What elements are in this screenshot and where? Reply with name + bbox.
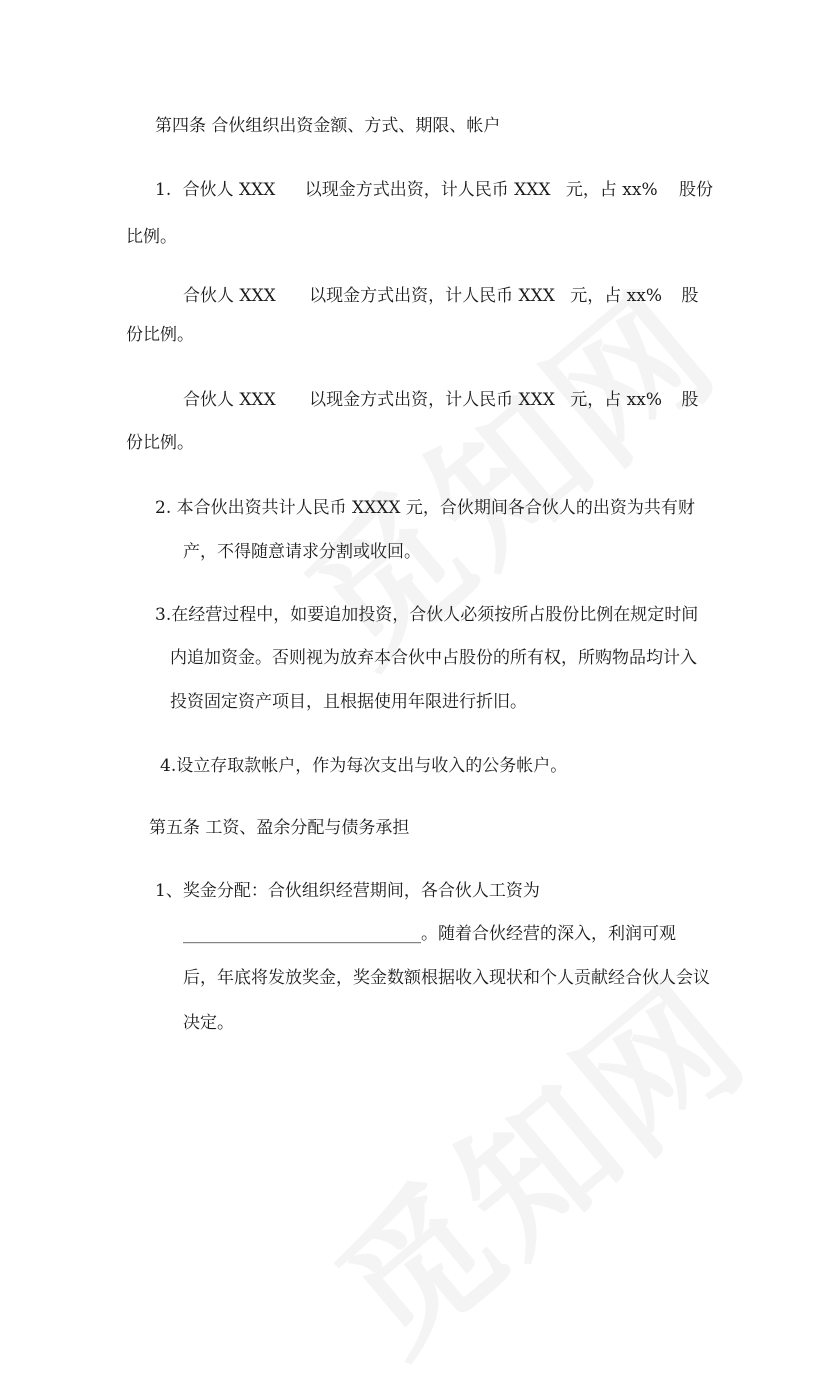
article-4-heading: 第四条 合伙组织出资金额、方式、期限、帐户 — [155, 116, 501, 136]
item-number: 1. — [155, 180, 172, 200]
partner-3-line-2: 份比例。 — [126, 433, 194, 453]
partner-name: 合伙人 XXX — [182, 180, 276, 200]
article-5-item-1-line-1: 1、奖金分配：合伙组织经营期间，各合伙人工资为 — [155, 881, 540, 901]
article-5-item-1-line-3: 后，年底将发放奖金，奖金数额根据收入现状和个人贡献经合伙人会议 — [183, 968, 710, 988]
share-text: 元，占 xx% — [570, 286, 662, 306]
article-4-item-2-line-2: 产，不得随意请求分割或收回。 — [183, 542, 421, 562]
share-word: 股 — [681, 390, 699, 410]
partner-name: 合伙人 XXX — [183, 286, 276, 306]
share-text: 元，占 xx% — [570, 390, 662, 410]
salary-blank: ____________________________ — [183, 924, 421, 944]
article-4-item-3-line-3: 投资固定资产项目，且根据使用年限进行折旧。 — [170, 692, 527, 712]
partner-2-line-2: 份比例。 — [126, 325, 194, 345]
article-4-item-3-line-2: 内追加资金。否则视为放弃本合伙中占股份的所有权，所购物品均计入 — [170, 648, 697, 668]
contribution-text: 以现金方式出资，计人民币 XXX — [309, 286, 555, 306]
article-4-item-3-line-1: 3.在经营过程中，如要追加投资，合伙人必须按所占股份比例在规定时间 — [155, 605, 699, 625]
partner-3-line-1 — [183, 388, 698, 412]
article-4-item-2-line-1: 2. 本合伙出资共计人民币 XXXX 元，合伙期间各合伙人的出资为共有财 — [155, 498, 695, 518]
share-word: 股份 — [679, 180, 714, 200]
contribution-text: 以现金方式出资，计人民币 XXX — [304, 180, 551, 200]
article-4-item-1-line-1 — [155, 178, 713, 202]
article-5-item-1-line-4: 决定。 — [183, 1013, 234, 1033]
watermark — [285, 925, 782, 1391]
contribution-text: 以现金方式出资，计人民币 XXX — [309, 390, 555, 410]
article-5-item-1-line-2 — [183, 922, 676, 946]
article-4-item-1-line-2: 比例。 — [126, 227, 177, 247]
article-4-item-4: 4.设立存取款帐户，作为每次支出与收入的公务帐户。 — [160, 756, 568, 776]
article-5-heading: 第五条 工资、盈余分配与债务承担 — [149, 818, 410, 838]
line-rest: 。随着合伙经营的深入，利润可观 — [421, 924, 676, 944]
partner-name: 合伙人 XXX — [183, 390, 276, 410]
share-text: 元，占 xx% — [565, 180, 658, 200]
partner-2-line-1 — [183, 284, 698, 308]
share-word: 股 — [681, 286, 699, 306]
